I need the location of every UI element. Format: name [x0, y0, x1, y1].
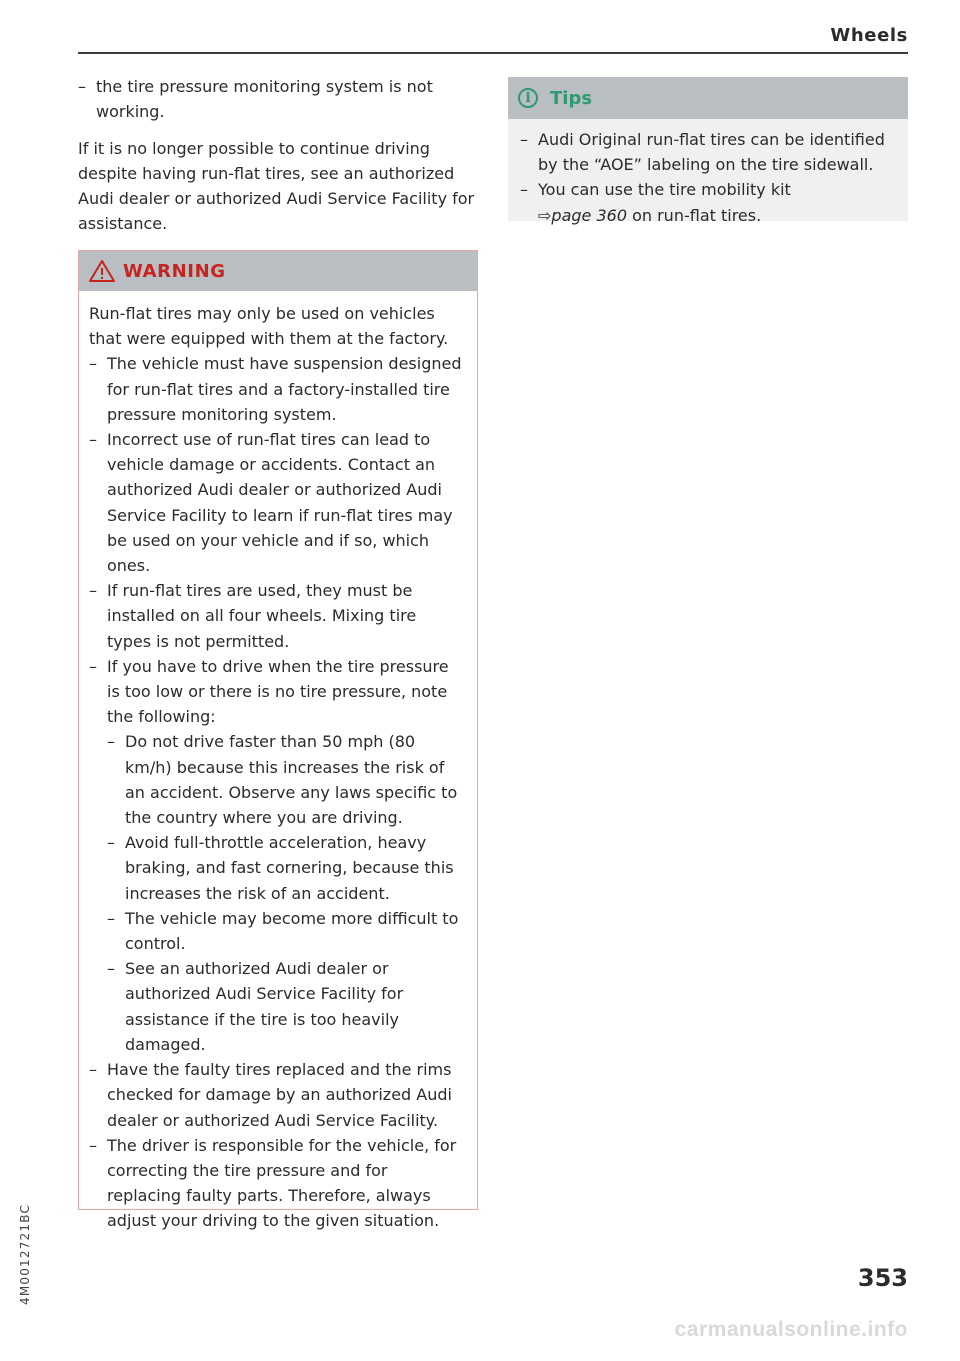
list-item-text-tail: on run-flat tires. — [627, 205, 762, 225]
watermark: carmanualsonline.info — [674, 1318, 908, 1341]
warning-body — [79, 291, 477, 1234]
list-item: – Incorrect use of run-flat tires can lead to vehicle damage or accidents. Contact an authorized Audi dealer or authorized Audi Service Facility to learn if run-flat tires may be used on your vehicle and if so, which ones. — [89, 430, 453, 576]
list-item-text: Incorrect use of run-flat tires can lead to vehicle damage or accidents. Contact an authorized Audi dealer or authorized Audi Service Facility to learn if run-flat tires may be used on your vehicle and if so, which ones. — [107, 430, 453, 576]
warning-header — [79, 251, 477, 291]
list-item-text: The vehicle must have suspension designed for run-flat tires and a factory-installed tire pressure monitoring system. — [107, 354, 462, 424]
sub-list-item: – Avoid full-throttle acceleration, heavy braking, and fast cornering, because this increases the risk of an accident. — [107, 833, 454, 903]
info-circle-icon: i — [518, 88, 538, 108]
list-item: – The driver is responsible for the vehicle, for correcting the tire pressure and for replacing faulty parts. Therefore, always adjust your driving to the given situation. — [89, 1135, 457, 1231]
sub-list-item: – See an authorized Audi dealer or authorized Audi Service Facility for assistance if the tire is too heavily damaged. — [107, 959, 404, 1054]
sub-list-item-text: The vehicle may become more difficult to control. — [125, 908, 459, 954]
list-item-text: You can use the tire mobility kit — [538, 180, 791, 200]
list-item-text: If run-flat tires are used, they must be installed on all four wheels. Mixing tire types is not permitted. — [107, 581, 417, 651]
tips-header — [508, 77, 908, 119]
list-item: – You can use the tire mobility kit ⇨page 360 on run-flat tires. — [520, 180, 791, 225]
tips-title: Tips — [550, 87, 593, 109]
list-item: – If you have to drive when the tire pressure is too low or there is no tire pressure, note the following: — [89, 656, 449, 727]
warning-intro: Run-flat tires may only be used on vehicles that were equipped with them at the factory. — [89, 304, 449, 349]
warning-title: WARNING — [123, 260, 226, 282]
list-item-text: If you have to drive when the tire pressure is too low or there is no tire pressure, note the following: — [107, 656, 449, 727]
tips-box — [508, 77, 908, 225]
list-item: – the tire pressure monitoring system is not working. — [78, 77, 433, 121]
arrow-right-icon: ⇨ — [538, 205, 552, 225]
sub-list-item-text: See an authorized Audi dealer or authorized Audi Service Facility for assistance if the tire is too heavily damaged. — [125, 959, 404, 1054]
warning-box — [78, 250, 478, 1231]
sub-list-item: – Do not drive faster than 50 mph (80 km/h) because this increases the risk of an accident. Observe any laws specific to the country where you are driving. — [107, 732, 458, 828]
left-column — [78, 74, 478, 248]
tips-body — [508, 119, 908, 228]
page-number: 353 — [857, 1264, 908, 1292]
list-item: – If run-flat tires are used, they must be installed on all four wheels. Mixing tire types is not permitted. — [89, 581, 417, 651]
list-item: – Audi Original run-flat tires can be identified by the “AOE” labeling on the tire sidewall. — [520, 130, 885, 175]
page-reference-text: page 360 — [551, 205, 627, 225]
list-item-text: Audi Original run-flat tires can be identified by the “AOE” labeling on the tire sidewall. — [538, 130, 885, 175]
warning-triangle-icon — [89, 259, 115, 283]
section-title: Wheels — [830, 25, 908, 46]
list-item-text: The driver is responsible for the vehicle, for correcting the tire pressure and for replacing faulty parts. Therefore, always adjust your driving to the given situation. — [107, 1135, 457, 1231]
list-item-text: Have the faulty tires replaced and the rims checked for damage by an authorized Audi dealer or authorized Audi Service Facility. — [107, 1060, 452, 1130]
document-code: 4M0012721BC — [18, 1203, 32, 1305]
header-rule — [78, 52, 908, 54]
list-item: – The vehicle must have suspension designed for run-flat tires and a factory-installed tire pressure monitoring system. — [89, 354, 462, 424]
page-reference-link[interactable] — [538, 206, 627, 225]
list-item: – Have the faulty tires replaced and the rims checked for damage by an authorized Audi dealer or authorized Audi Service Facility. — [89, 1060, 452, 1130]
body-paragraph: If it is no longer possible to continue driving despite having run-flat tires, see an authorized Audi dealer or authorized Audi Service Facility for assistance. — [78, 139, 475, 233]
sub-list-item-text: Do not drive faster than 50 mph (80 km/h) because this increases the risk of an accident. Observe any laws specific to the country where you are driving. — [125, 732, 458, 828]
continuation-item-text: the tire pressure monitoring system is not working. — [96, 77, 433, 121]
sub-list-item: – The vehicle may become more difficult to control. — [107, 908, 459, 954]
sub-list-item-text: Avoid full-throttle acceleration, heavy braking, and fast cornering, because this increases the risk of an accident. — [125, 833, 454, 903]
